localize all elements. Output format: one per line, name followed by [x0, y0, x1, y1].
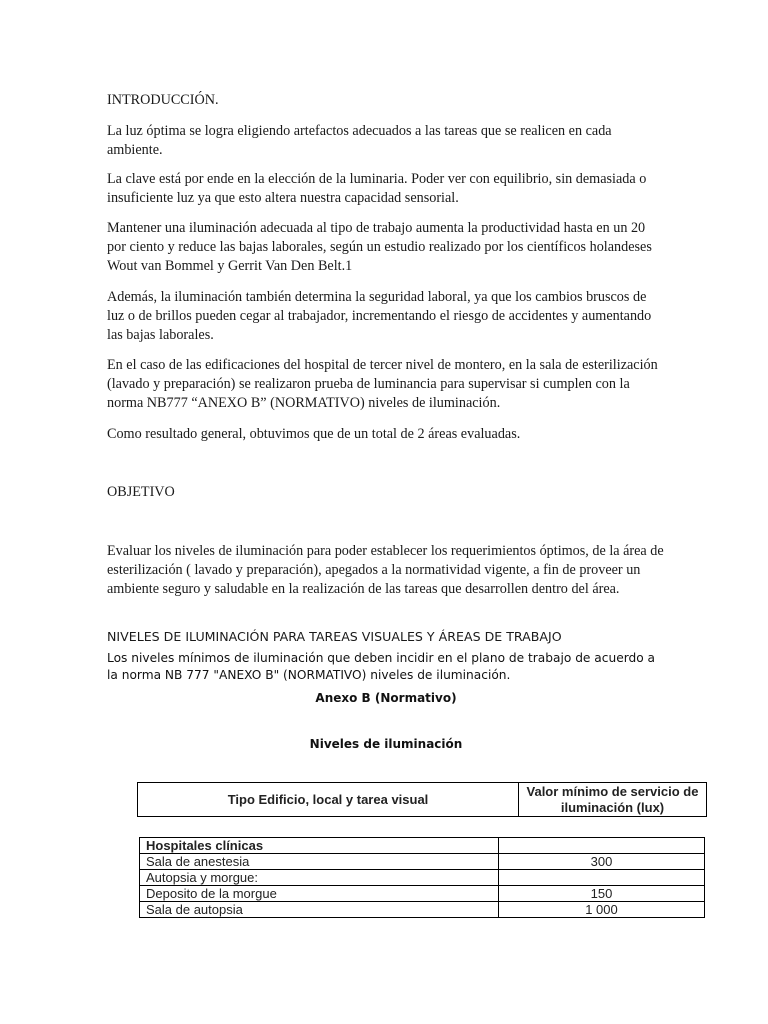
header-col-value: Valor mínimo de servicio de iluminación (lux) [519, 783, 707, 817]
row-value: 1 000 [499, 902, 705, 918]
table-row [140, 902, 705, 918]
illumination-table [139, 837, 705, 918]
row-value [499, 870, 705, 886]
objective-title: OBJETIVO [107, 484, 175, 500]
row-name: Sala de anestesia [140, 854, 499, 870]
objective-text: Evaluar los niveles de iluminación para poder establecer los requerimientos óptimos, de la área de esterilización ( lavado y preparación), apegados a la normatividad vigente, a fin de proveer un ambiente seguro y saludable en la realización de las tareas que desarrollen dentro del área. [107, 543, 664, 597]
intro-paragraph-4: Además, la iluminación también determina la seguridad laboral, ya que los cambios bruscos de luz o de brillos pueden cegar al trabajador, incrementando el riesgo de accidentes y aumentando las bajas laborales. [107, 289, 652, 343]
table-row [140, 870, 705, 886]
row-name: Sala de autopsia [140, 902, 499, 918]
row-value: 300 [499, 854, 705, 870]
intro-paragraph-2: La clave está por ende en la elección de la luminaria. Poder ver con equilibrio, sin demasiada o insuficiente luz ya que esto altera nuestra capacidad sensorial. [107, 171, 647, 206]
header-col-type: Tipo Edificio, local y tarea visual [138, 783, 519, 817]
intro-paragraph-6: Como resultado general, obtuvimos que de un total de 2 áreas evaluadas. [107, 426, 521, 442]
table-row [140, 886, 705, 902]
table-row [140, 838, 705, 854]
annex-title: Anexo B (Normativo) [315, 691, 457, 705]
row-value [499, 838, 705, 854]
row-name: Hospitales clínicas [140, 838, 499, 854]
intro-title: INTRODUCCIÓN. [107, 92, 219, 108]
intro-paragraph-5: En el caso de las edificaciones del hospital de tercer nivel de montero, en la sala de esterilización (lavado y preparación) se realizaron prueba de luminancia para supervisar si cumplen con la norma NB777 “ANEXO B” (NORMATIVO) niveles de iluminación. [107, 357, 658, 411]
row-value: 150 [499, 886, 705, 902]
levels-subtitle: Niveles de iluminación [309, 737, 463, 751]
table-row [140, 854, 705, 870]
table-header-row [138, 783, 707, 817]
row-name: Autopsia y morgue: [140, 870, 499, 886]
row-name: Deposito de la morgue [140, 886, 499, 902]
levels-text: Los niveles mínimos de iluminación que deben incidir en el plano de trabajo de acuerdo a la norma NB 777 "ANEXO B" (NORMATIVO) niveles de iluminación. [107, 651, 656, 682]
intro-paragraph-3: Mantener una iluminación adecuada al tipo de trabajo aumenta la productividad hasta en un 20 por ciento y reduce las bajas laborales, según un estudio realizado por los científicos holandeses Wout van Bommel y Gerrit Van Den Belt.1 [107, 220, 652, 274]
levels-title: NIVELES DE ILUMINACIÓN PARA TAREAS VISUALES Y ÁREAS DE TRABAJO [107, 629, 562, 644]
illumination-table-header [137, 782, 707, 817]
intro-paragraph-1: La luz óptima se logra eligiendo artefactos adecuados a las tareas que se realicen en cada ambiente. [107, 123, 612, 158]
